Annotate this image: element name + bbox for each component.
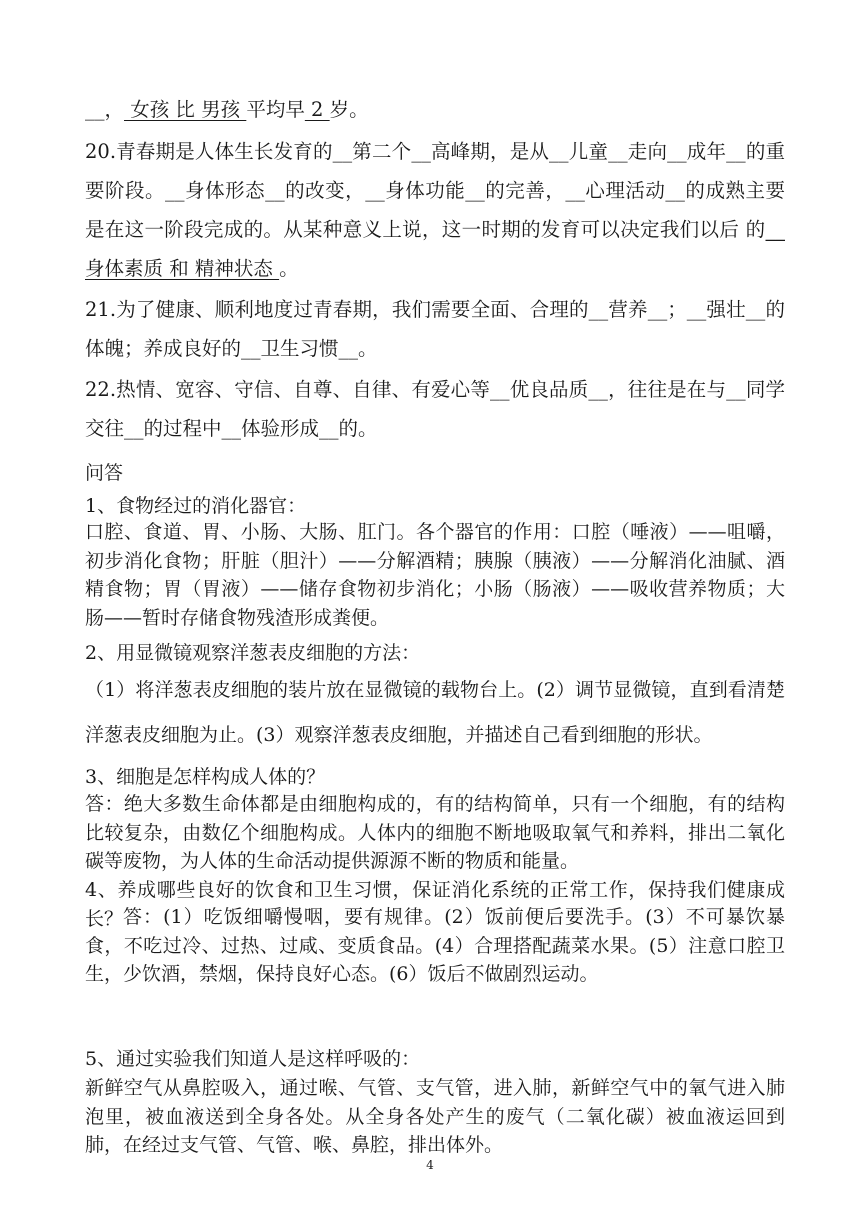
qa-answer-5: 新鲜空气从鼻腔吸入，通过喉、气管、支气管，进入肺，新鲜空气中的氧气进入肺泡里，被血液送到全身各处。从全身各处产生的废气（二氧化碳）被血液运回到肺，在经过支气管、气管、喉、鼻腔，排出体外。	[85, 1077, 785, 1156]
fill-item-22: 22.热情、宽容、守信、自尊、自律、有爱心等__优良品质__，往往是在与__同学交往__的过程中__体验形成__的。	[85, 378, 785, 440]
qa-section-heading: 问答	[85, 462, 124, 484]
fill-item-20	[85, 132, 785, 288]
q20-end: 。	[279, 257, 299, 280]
continued-answer-girls-boys: 女孩 比 男孩	[124, 98, 247, 121]
qa-question-2: 2、用显微镜观察洋葱表皮细胞的方法：	[85, 642, 421, 664]
qa-answer-1: 口腔、食道、胃、小肠、大肠、肛门。各个器官的作用：口腔（唾液）——咀嚼，初步消化食物；肝脏（胆汁）——分解酒精；胰腺（胰液）——分解消化油腻、酒精食物；胃（胃液）——储存食物初步消化；小肠（肠液）——吸收营养物质；大肠——暂时存储食物残渣形成粪便。	[85, 521, 785, 629]
continued-seg5: 岁。	[329, 98, 369, 121]
continued-answer-years: 2	[304, 98, 330, 121]
q20-answer-underlined: __身体素质 和 精神状态	[85, 218, 785, 280]
fill-item-continued	[85, 90, 785, 129]
continued-seg1: __，	[85, 98, 125, 121]
qa-question-3: 3、细胞是怎样构成人体的？	[85, 766, 326, 788]
fill-item-21: 21.为了健康、顺利地度过青春期，我们需要全面、合理的__营养__；__强壮__的体魄；养成良好的__卫生习惯__。	[85, 298, 785, 360]
qa-question-4: 4、养成哪些良好的饮食和卫生习惯，保证消化系统的正常工作，保持我们健康成长？	[85, 879, 785, 930]
page-number: 4	[426, 1158, 434, 1172]
qa-answer-3: 答：绝大多数生命体都是由细胞构成的，有的结构简单，只有一个细胞，有的结构比较复杂，由数亿个细胞构成。人体内的细胞不断地吸取氧气和养料，排出二氧化碳等废物，为人体的生命活动提供源源不断的物质和能量。	[85, 793, 785, 872]
qa-answer-2: （1）将洋葱表皮细胞的装片放在显微镜的载物台上。(2）调节显微镜，直到看清楚洋葱表皮细胞为止。(3）观察洋葱表皮细胞，并描述自己看到细胞的形状。	[85, 679, 785, 746]
qa-question-1: 1、食物经过的消化器官：	[85, 495, 307, 517]
q20-text: 20.青春期是人体生长发育的__第二个__高峰期，是从__儿童__走向__成年__的重要阶段。__身体形态__的改变，__身体功能__的完善，__心理活动__的成熟主要是在这一阶段完成的。从某种意义上说，这一时期的发育可以决定我们以后 的	[85, 140, 785, 241]
continued-seg3: 平均早	[246, 98, 305, 121]
qa-question-5: 5、通过实验我们知道人是这样呼吸的：	[85, 1048, 421, 1070]
qa-answer-4-text: 答：(1）吃饭细嚼慢咽，要有规律。(2）饭前便后要洗手。(3）不可暴饮暴食，不吃过冷、过热、过咸、变质食品。(4）合理搭配蔬菜水果。(5）注意口腔卫生，少饮酒，禁烟，保持良好心态。(6）饭后不做剧烈运动。	[85, 906, 785, 985]
qa-answer-4	[85, 903, 785, 989]
